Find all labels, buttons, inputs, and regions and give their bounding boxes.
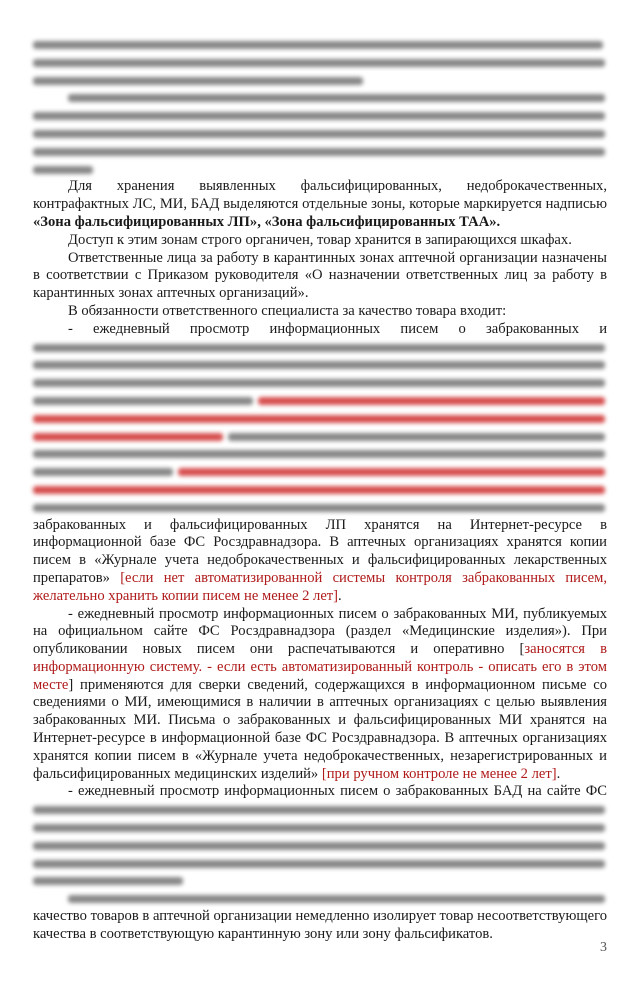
document-page: [33, 36, 607, 944]
blurred-text-block: [33, 801, 607, 908]
paragraph-responsible: Ответственные лица за работу в карантинных зонах аптечной организации назначены в соответствии с Приказом руководителя «О назначении ответственных лиц за работу в карантинных зонах аптечных организаций».: [33, 249, 607, 302]
blurred-text-block: [33, 36, 607, 178]
note-red: [если нет автоматизированной системы контроля забракованных писем, желательно хранить копии писем не менее 2 лет]: [33, 569, 607, 604]
text: .: [338, 587, 342, 604]
blurred-text-block: [33, 339, 607, 517]
list-item-mi: [33, 606, 607, 784]
text: - ежедневный просмотр информационных писем о забракованных МИ, публикуемых на официальном сайте ФС Росздравнадзора (раздел «Медицинские изделия»). При опубликовании новых писем они распечатываются и оперативно [: [33, 605, 607, 658]
note-red: заносятся в информационную систему. - если есть автоматизированный контроль - описать его в этом месте: [33, 641, 607, 693]
text: .: [556, 765, 561, 782]
paragraph-duties: В обязанности ответственного специалиста за качество товара входит:: [68, 302, 507, 319]
paragraph-lp-storage: [33, 517, 607, 606]
paragraph-access: Доступ к этим зонам строго органичен, товар хранится в запирающихся шкафах.: [68, 231, 572, 248]
list-item-lp: - ежедневный просмотр информационных писем о забракованных и: [68, 320, 607, 337]
note-red: [при ручном контроле не менее 2 лет]: [321, 765, 557, 782]
paragraph-isolation: качество товаров в аптечной организации немедленно изолирует товар несоответствующего качества в соответствующую карантинную зону или зону фальсификатов.: [33, 908, 607, 942]
list-item-bad: - ежедневный просмотр информационных писем о забракованных БАД на сайте ФС: [68, 783, 607, 800]
text: ] применяются для сверки сведений, содержащихся в информационном письме со сведениями о МИ, имеющимися в наличии в аптечных организациях с целью выявления забракованных МИ. Письма о забракованных и фальсифицированных МИ хранятся на Интернет-ресурсе в информационной базе ФС Росздравнадзора. В аптечных организациях хранятся копии писем в «Журнале учета недоброкачественных, незарегистрированных и фальсифицированных медицинских изделий»: [33, 676, 607, 782]
page-number: 3: [600, 940, 607, 955]
text: забракованных и фальсифицированных ЛП хранятся на Интернет-ресурсе в информационной базе ФС Росздравнадзора. В аптечных организациях хранятся копии писем в «Журнале учета недоброкачественных и фальсифицированных лекарственных препаратов»: [33, 516, 607, 586]
paragraph-zones: [33, 178, 607, 231]
text: Для хранения выявленных фальсифицированных, недоброкачественных, контрафактных ЛС, МИ, БАД выделяются отдельные зоны, которые маркируется надписью: [33, 178, 607, 213]
zone-labels: «Зона фальсифицированных ЛП», «Зона фальсифицированных ТАА».: [33, 213, 501, 230]
